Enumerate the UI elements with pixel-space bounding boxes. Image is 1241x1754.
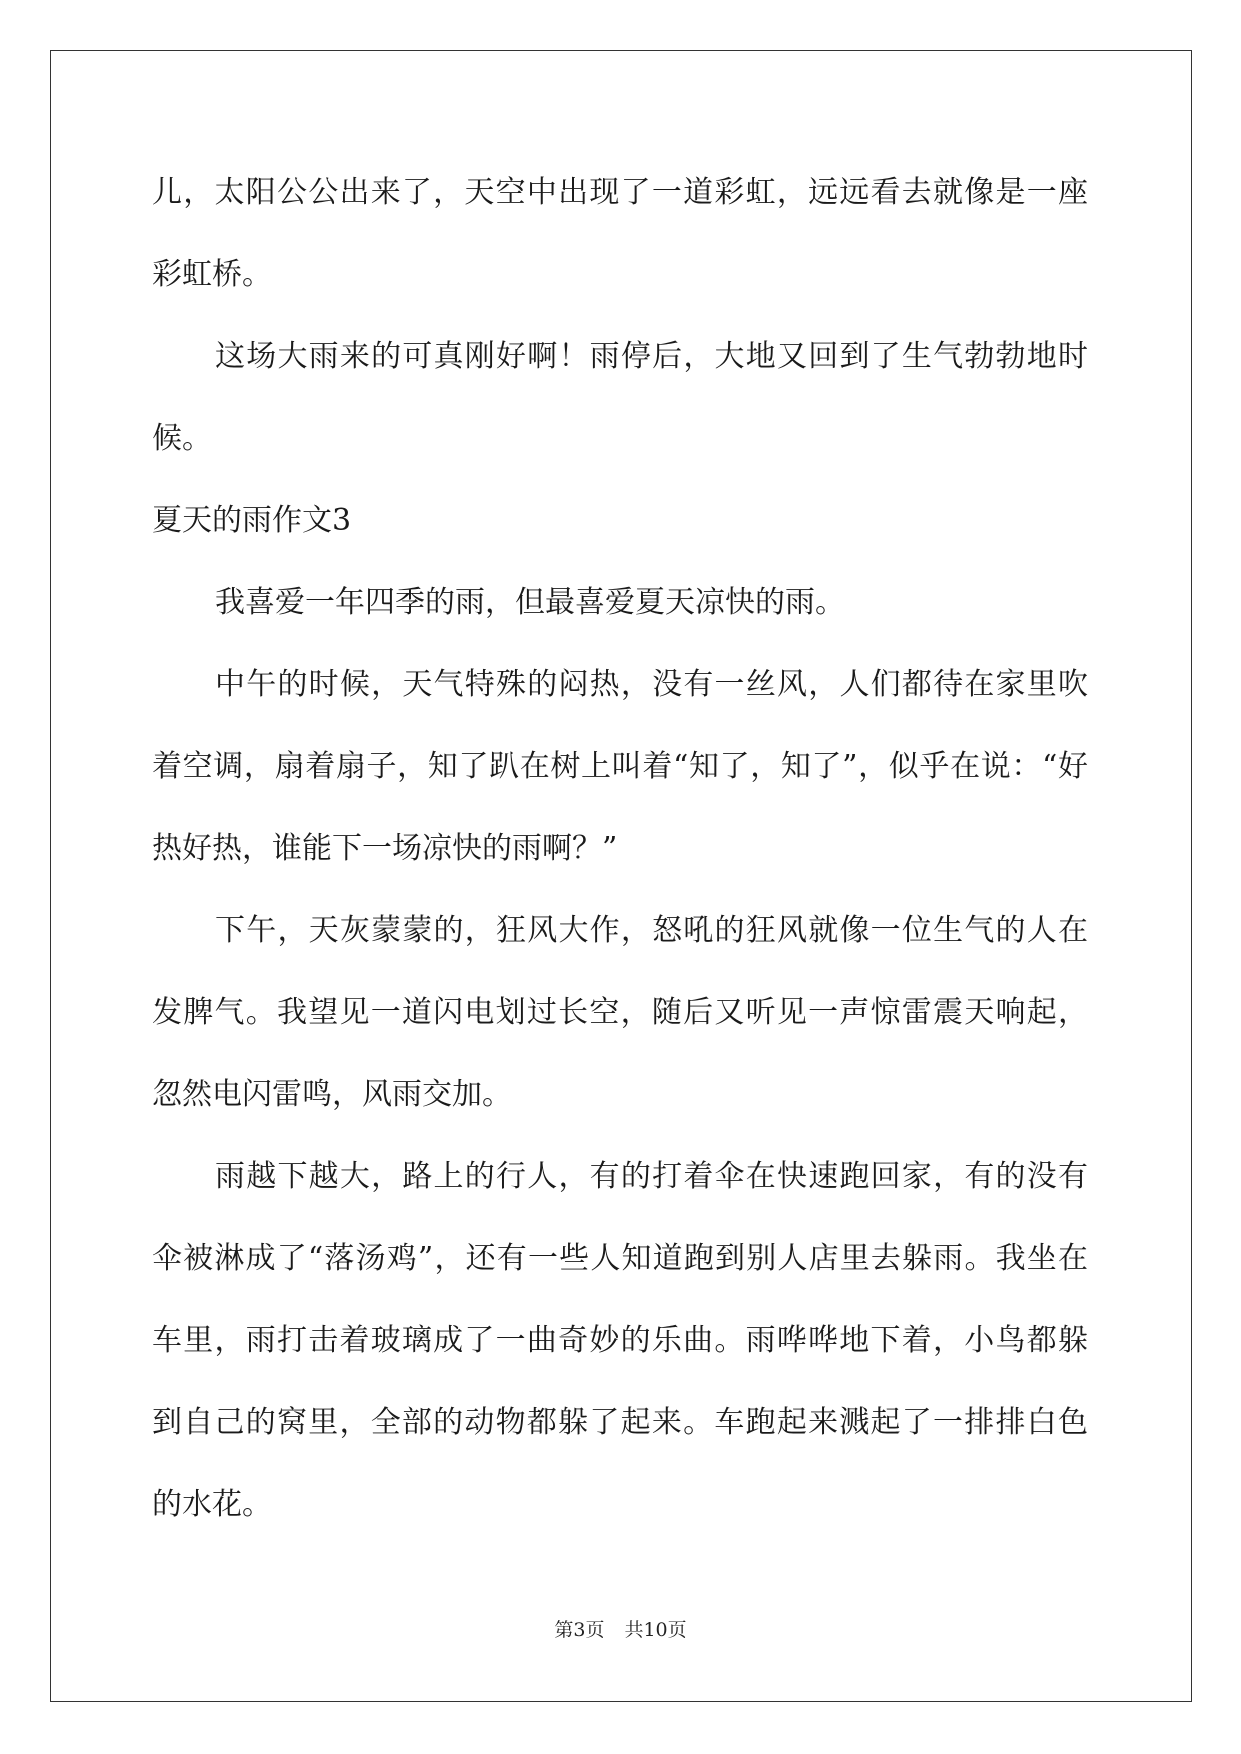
text-line: 这场大雨来的可真刚好啊！雨停后，大地又回到了生气勃勃地时 [215, 339, 1088, 374]
text-line: 车里，雨打击着玻璃成了一曲奇妙的乐曲。雨哗哗地下着，小鸟都躲 [152, 1323, 1088, 1358]
page-footer [0, 1615, 1241, 1642]
text-line: 伞被淋成了“落汤鸡”，还有一些人知道跑到别人店里去躲雨。我坐在 [152, 1241, 1088, 1276]
text-line: 到自己的窝里，全部的动物都躲了起来。车跑起来溅起了一排排白色 [152, 1405, 1088, 1440]
text-line: 候。 [152, 421, 212, 456]
text-line: 热好热，谁能下一场凉快的雨啊？” [152, 831, 618, 866]
text-line: 雨越下越大，路上的行人，有的打着伞在快速跑回家，有的没有 [215, 1159, 1088, 1194]
text-line: 中午的时候，天气特殊的闷热，没有一丝风，人们都待在家里吹 [215, 667, 1088, 702]
text-line: 彩虹桥。 [152, 257, 272, 292]
text-line: 发脾气。我望见一道闪电划过长空，随后又听见一声惊雷震天响起， [152, 995, 1088, 1030]
text-line: 的水花。 [152, 1487, 272, 1522]
section-heading: 夏天的雨作文3 [152, 503, 352, 538]
document-body [152, 160, 1088, 1554]
page-number: 第3页 [554, 1619, 605, 1641]
text-line: 忽然电闪雷鸣，风雨交加。 [152, 1077, 512, 1112]
text-line: 我喜爱一年四季的雨，但最喜爱夏天凉快的雨。 [215, 585, 845, 620]
page-total: 共10页 [624, 1619, 687, 1641]
text-line: 着空调，扇着扇子，知了趴在树上叫着“知了，知了”，似乎在说：“好 [152, 749, 1088, 784]
text-line: 儿，太阳公公出来了，天空中出现了一道彩虹，远远看去就像是一座 [152, 175, 1088, 210]
text-line: 下午，天灰蒙蒙的，狂风大作，怒吼的狂风就像一位生气的人在 [215, 913, 1088, 948]
